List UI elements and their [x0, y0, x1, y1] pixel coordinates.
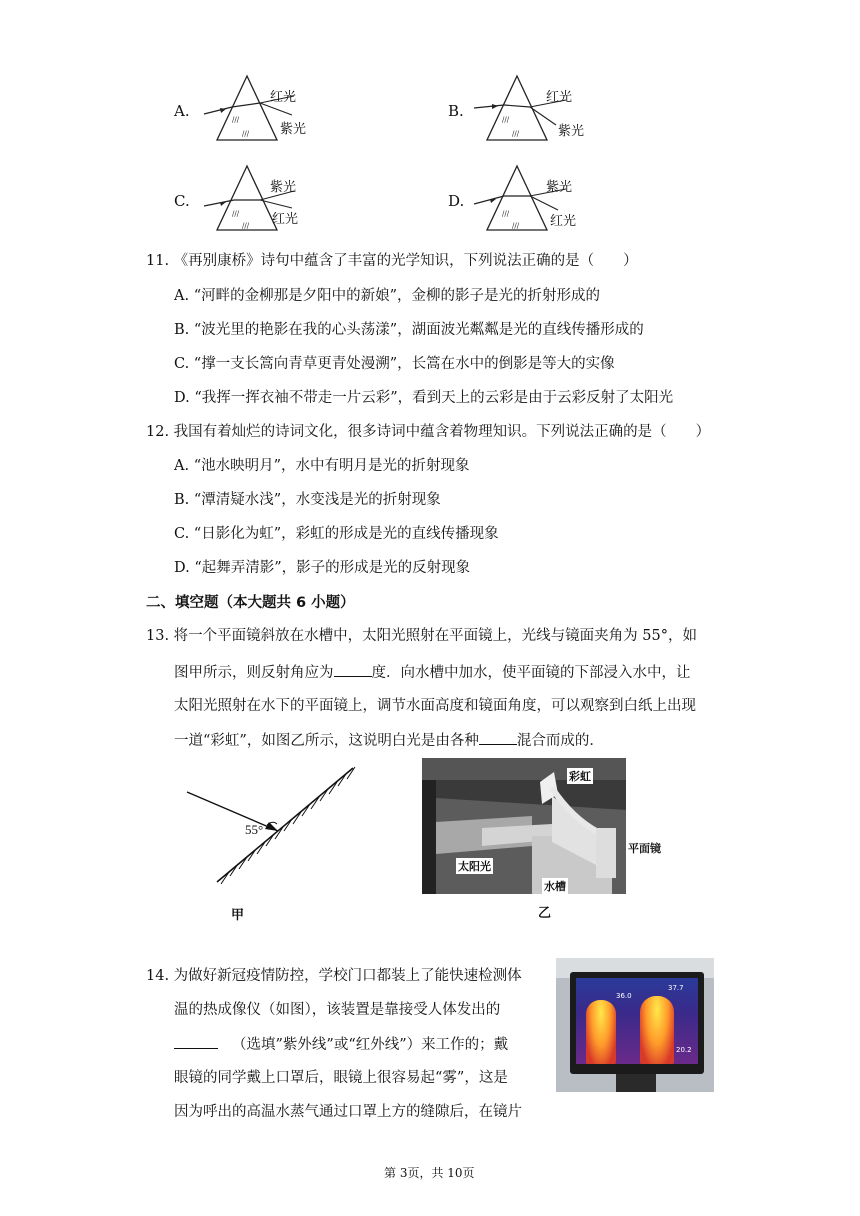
prism-top-label: 紫光 [270, 180, 297, 195]
label-rainbow: 彩虹 [569, 770, 591, 783]
q14-line3 [174, 1034, 508, 1055]
q14-line5: 因为呼出的高温水蒸气通过口罩上方的缝隙后，在镜片 [174, 1104, 522, 1120]
prism-bottom-label: 红光 [550, 214, 577, 229]
angle-label: 55° [245, 822, 264, 837]
q13-blank-2[interactable] [479, 730, 517, 745]
q13-line4-end: 混合而成的． [516, 733, 604, 749]
option-letter: A. [174, 102, 190, 120]
prism-option-d [448, 160, 708, 240]
q14-line2: 温的热成像仪（如图），该装置是靠接受人体发出的 [174, 1002, 501, 1018]
q14-line3-text: （选填”紫外线”或“红外线”）来工作的；戴 [232, 1037, 509, 1053]
svg-text:///: /// [502, 116, 510, 124]
q13-blank-1[interactable] [334, 662, 372, 677]
q11-option-a: A. “河畔的金柳那是夕阳中的新娘”，金柳的影子是光的折射形成的 [174, 288, 601, 304]
temp-reading-1: 37.7 [668, 984, 684, 992]
q13-line2-start: 图甲所示，则反射角应为 [174, 665, 334, 681]
option-letter: B. [448, 102, 464, 120]
q11-stem: 11. 《再别康桥》诗句中蕴含了丰富的光学知识，下列说法正确的是（ ） [146, 253, 638, 269]
prism-diagram [202, 70, 332, 146]
q12-stem: 12. 我国有着灿烂的诗词文化，很多诗词中蕴含着物理知识。下列说法正确的是（ ） [146, 424, 711, 440]
svg-text:///: /// [502, 210, 510, 218]
prism-top-label: 红光 [270, 90, 297, 105]
prism-diagram [202, 160, 332, 236]
q13-line1: 13. 将一个平面镜斜放在水槽中，太阳光照射在平面镜上，光线与镜面夹角为 55°，如 [146, 628, 697, 644]
q14-blank-1[interactable] [174, 1034, 218, 1049]
prism-bottom-label: 紫光 [280, 122, 307, 137]
q12-option-a: A. “池水映明月”，水中有明月是光的折射现象 [174, 458, 470, 474]
label-mirror: 平面镜 [628, 842, 661, 855]
q13-line3: 太阳光照射在水下的平面镜上，调节水面高度和镜面角度，可以观察到白纸上出现 [174, 698, 696, 714]
prism-option-a [174, 70, 434, 150]
mirror-reflection-diagram [185, 762, 385, 892]
svg-text:///: /// [242, 222, 250, 230]
temp-reading-2: 36.0 [616, 992, 632, 1000]
figure-jia [185, 762, 385, 922]
figure-caption-jia: 甲 [231, 908, 245, 923]
prism-top-label: 红光 [546, 90, 573, 105]
q11-option-b: B. “波光里的艳影在我的心头荡漾”，湖面波光粼粼是光的直线传播形成的 [174, 322, 644, 338]
option-letter: C. [174, 192, 190, 210]
q11-option-c: C. “撑一支长篙向青草更青处漫溯”，长篙在水中的倒影是等大的实像 [174, 356, 615, 372]
label-tank: 水槽 [544, 880, 566, 893]
q13-line4 [174, 730, 604, 751]
option-letter: D. [448, 192, 465, 210]
label-sunlight: 太阳光 [458, 860, 491, 873]
page-footer: 第 3页，共 10页 [384, 1166, 475, 1180]
q11-option-d: D. “我挥一挥衣袖不带走一片云彩”，看到天上的云彩是由于云彩反射了太阳光 [174, 390, 674, 406]
rainbow-experiment-photo [422, 758, 672, 898]
svg-text:///: /// [512, 222, 520, 230]
prism-bottom-label: 红光 [272, 212, 299, 227]
thermal-imager-photo [556, 958, 714, 1092]
svg-text:///: /// [232, 210, 240, 218]
prism-bottom-label: 紫光 [558, 124, 585, 139]
figure-yi [422, 758, 672, 920]
q13-line4-start: 一道“彩虹”，如图乙所示，这说明白光是由各种 [174, 733, 479, 749]
q12-option-b: B. “潭清疑水浅”，水变浅是光的折射现象 [174, 492, 441, 508]
q14-line4: 眼镜的同学戴上口罩后，眼镜上很容易起“雾”，这是 [174, 1070, 508, 1086]
prism-top-label: 紫光 [546, 180, 573, 195]
svg-text:///: /// [512, 130, 520, 138]
svg-text:///: /// [232, 116, 240, 124]
thermal-screen [576, 978, 698, 1064]
prism-option-c [174, 160, 434, 240]
figure-caption-yi: 乙 [538, 906, 552, 921]
q12-option-d: D. “起舞弄清影”，影子的形成是光的反射现象 [174, 560, 471, 576]
q12-option-c: C. “日影化为虹”，彩虹的形成是光的直线传播现象 [174, 526, 499, 542]
prism-option-b [448, 70, 708, 150]
q13-line2-end: 度．向水槽中加水，使平面镜的下部浸入水中，让 [371, 665, 691, 681]
temp-reading-3: 20.2 [676, 1046, 692, 1054]
q13-line2 [174, 662, 691, 683]
q14-line1: 14. 为做好新冠疫情防控，学校门口都装上了能快速检测体 [146, 968, 522, 984]
svg-text:///: /// [242, 130, 250, 138]
section-heading: 二、填空题（本大题共 6 小题） [146, 595, 355, 611]
prism-diagram [472, 160, 602, 236]
